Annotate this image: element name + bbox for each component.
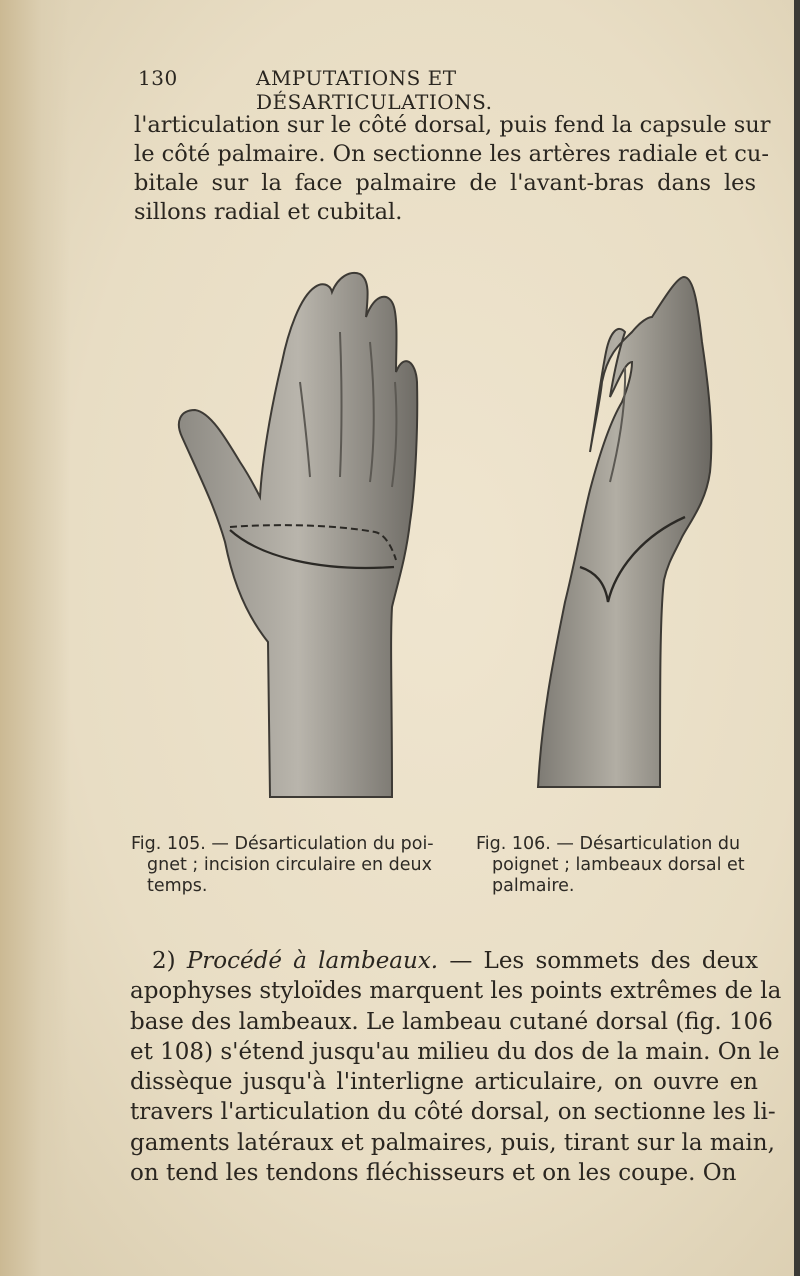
- caption-line: Fig. 106. — Désarticulation du: [476, 834, 741, 854]
- text-line: dissèque jusqu'à l'interligne articulaire, on ouvre en: [130, 1069, 758, 1096]
- text-line: sillons radial et cubital.: [134, 199, 403, 225]
- section-heading: Procédé à lambeaux.: [186, 948, 439, 974]
- paragraph-bottom: [130, 946, 782, 1188]
- caption-line: palmaire.: [492, 876, 575, 896]
- figures-illustration: [170, 262, 730, 802]
- caption-line: temps.: [147, 876, 208, 896]
- text-line: base des lambeaux. Le lambeau cutané dorsal (fig. 106: [130, 1008, 773, 1035]
- text-line-first: [130, 946, 758, 976]
- fig106-caption: [476, 834, 756, 897]
- section-number: 2): [152, 948, 176, 974]
- fig105-hand-drawing: [179, 273, 417, 797]
- text-line: bitale sur la face palmaire de l'avant-bras dans les: [134, 170, 756, 196]
- fig105-hand-outline: [179, 273, 417, 797]
- running-title: AMPUTATIONS ET DÉSARTICULATIONS.: [256, 66, 493, 114]
- text-line: gaments latéraux et palmaires, puis, tirant sur la main,: [130, 1129, 775, 1156]
- text-line: l'articulation sur le côté dorsal, puis fend la capsule sur: [134, 112, 771, 138]
- text-fragment: — Les sommets des deux: [449, 948, 759, 974]
- text-line: travers l'articulation du côté dorsal, on sectionne les li-: [130, 1099, 776, 1126]
- caption-line: gnet ; incision circulaire en deux: [147, 855, 432, 875]
- fig106-hand-drawing: [538, 277, 711, 787]
- caption-line: Fig. 105. — Désarticulation du poi-: [131, 834, 434, 854]
- page-gutter-shadow: [0, 0, 70, 1276]
- paragraph-top: [134, 111, 771, 227]
- text-line: on tend les tendons fléchisseurs et on les coupe. On: [130, 1160, 737, 1187]
- fig105-caption: [131, 834, 461, 897]
- text-line: apophyses styloïdes marquent les points extrêmes de la: [130, 978, 782, 1005]
- page-number: 130: [138, 66, 178, 90]
- page-right-edge: [794, 0, 800, 1276]
- running-head: [138, 66, 638, 114]
- caption-line: poignet ; lambeaux dorsal et: [492, 855, 745, 875]
- text-line: et 108) s'étend jusqu'au milieu du dos de la main. On le: [130, 1038, 780, 1065]
- text-line: le côté palmaire. On sectionne les artères radiale et cu-: [134, 141, 769, 167]
- fig106-hand-outline: [538, 277, 711, 787]
